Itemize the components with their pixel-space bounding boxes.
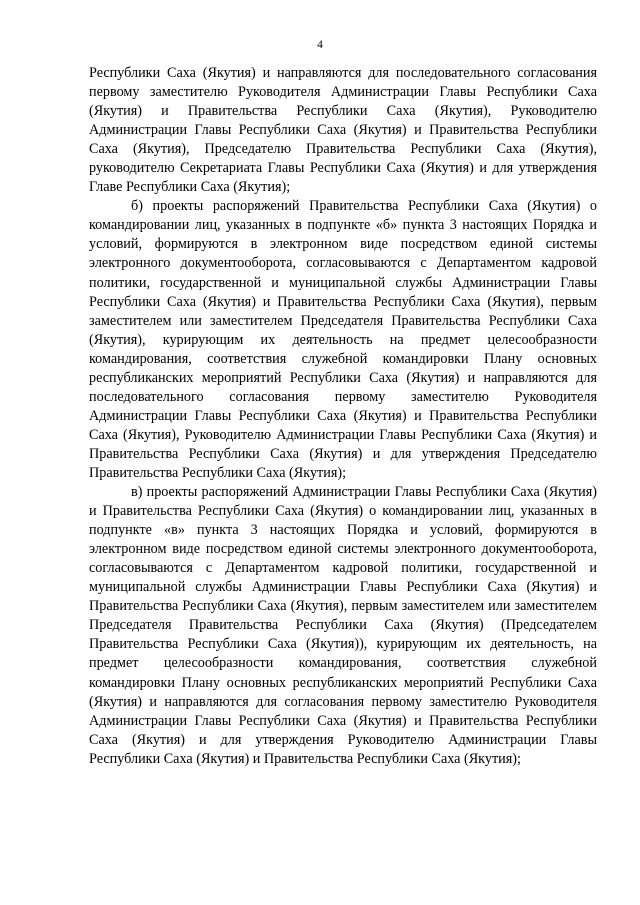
paragraph-item-v: в) проекты распоряжений Администрации Главы Республики Саха (Якутия) и Правительства Республики Саха (Якутия) о командировании лиц, указанных в подпункте «в» пункта 3 настоящих Порядка и условий, формируются в электронном виде посредством единой системы электронного документооборота, согласовываются с Департаментом кадровой политики, государственной и муниципальной службы Администрации Главы Республики Саха (Якутия) и Правительства Республики Саха (Якутия), первым заместителем или заместителем Председателя Правительства Республики Саха (Якутия) (Председателем Правительства Республики Саха (Якутия)), курирующим их деятельность, на предмет целесообразности командирования, соответствия служебной командировки Плану основных республиканских мероприятий Республики Саха (Якутия) и направляются для согласования первому заместителю Руководителя Администрации Главы Республики Саха (Якутия) и Правительства Республики Саха (Якутия) и для утверждения Руководителю Администрации Главы Республики Саха (Якутия) и Правительства Республики Саха (Якутия); [89, 484, 597, 767]
paragraph-item-b: б) проекты распоряжений Правительства Республики Саха (Якутия) о командировании лиц, указанных в подпункте «б» пункта 3 настоящих Порядка и условий, формируются в электронном виде посредством единой системы электронного документооборота, согласовываются с Департаментом кадровой политики, государственной и муниципальной службы Администрации Главы Республики Саха (Якутия) и Правительства Республики Саха (Якутия), первым заместителем или заместителем Председателя Правительства Республики Саха (Якутия), курирующим их деятельность на предмет целесообразности командирования, соответствия служебной командировки Плану основных республиканских мероприятий Республики Саха (Якутия) и направляются для последовательного согласования первому заместителю Руководителя Администрации Главы Республики Саха (Якутия) и Правительства Республики Саха (Якутия), Руководителю Администрации Главы Республики Саха (Якутия) и Правительства Республики Саха (Якутия) и для утверждения Председателю Правительства Республики Саха (Якутия); [89, 198, 597, 481]
paragraph-continuation: Республики Саха (Якутия) и направляются для последовательного согласования первому заместителю Руководителя Администрации Главы Республики Саха (Якутия) и Правительства Республики Саха (Якутия), Руководителю Администрации Главы Республики Саха (Якутия) и Правительства Республики Саха (Якутия), Председателю Правительства Республики Саха (Якутия), руководителю Секретариата Главы Республики Саха (Якутия) и для утверждения Главе Республики Саха (Якутия); [89, 65, 597, 196]
document-body [89, 64, 597, 769]
page-number: 4 [317, 39, 323, 51]
